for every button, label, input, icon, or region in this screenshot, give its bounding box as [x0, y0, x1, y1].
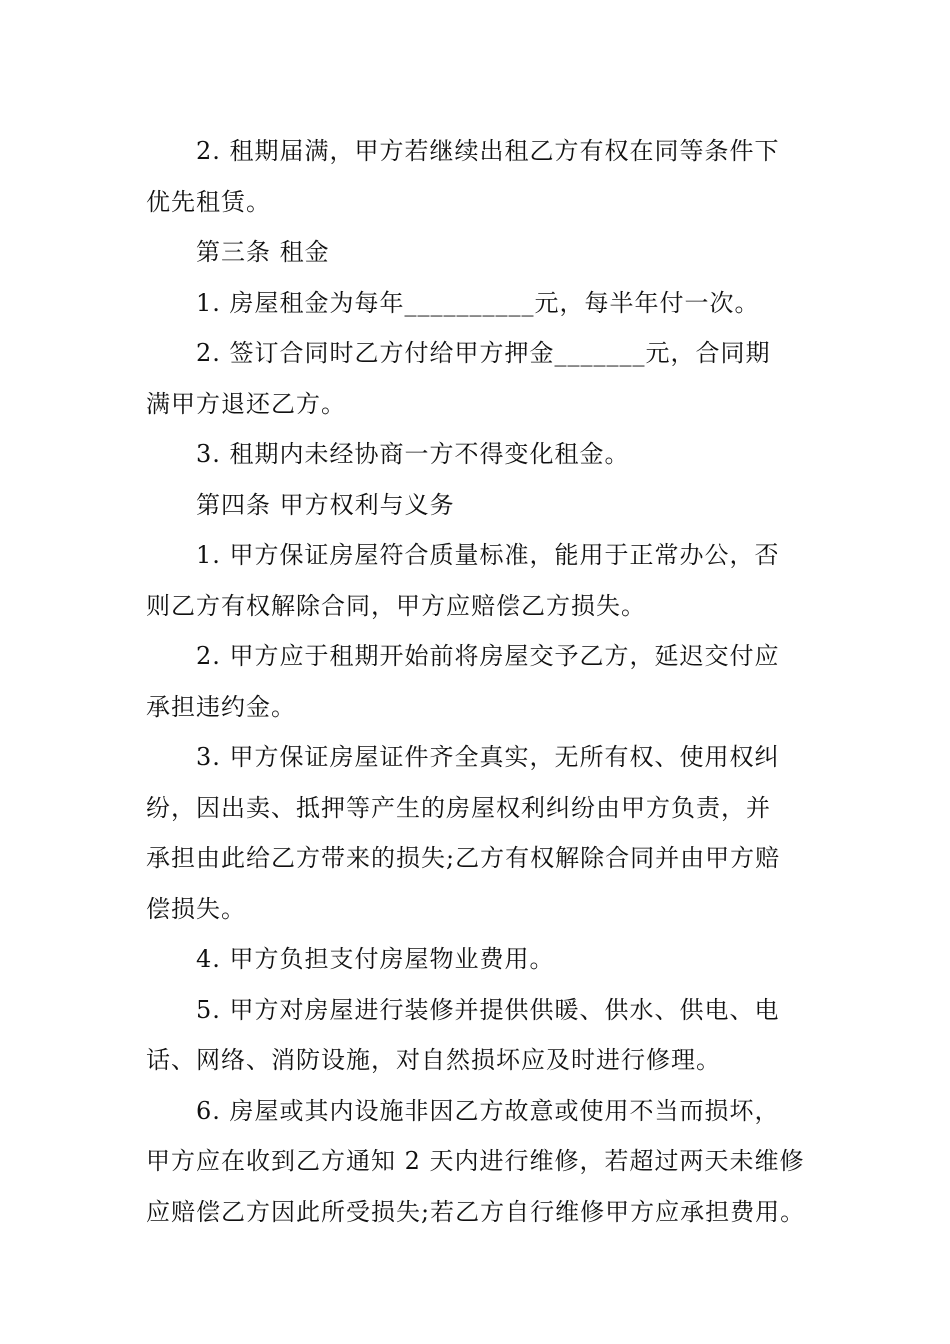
text-line: 承担由此给乙方带来的损失;乙方有权解除合同并由甲方赔	[146, 844, 781, 872]
text-line: 承担违约金。	[146, 692, 296, 721]
text-line: 甲方应在收到乙方通知 2 天内进行维修，若超过两天未维修	[146, 1147, 805, 1175]
text-line: 纷，因出卖、抵押等产生的房屋权利纠纷由甲方负责，并	[146, 793, 771, 822]
text-line: 则乙方有权解除合同，甲方应赔偿乙方损失。	[146, 591, 646, 620]
paragraph-quality-guarantee	[146, 530, 810, 631]
text-line: 3. 甲方保证房屋证件齐全真实，无所有权、使用权纠	[196, 743, 780, 771]
text-line: 6. 房屋或其内设施非因乙方故意或使用不当而损坏，	[196, 1096, 780, 1125]
section-heading-rent	[146, 227, 810, 278]
text-line: 2. 甲方应于租期开始前将房屋交予乙方，延迟交付应	[196, 642, 780, 670]
document-body	[146, 126, 810, 1237]
text-line: 2. 租期届满，甲方若继续出租乙方有权在同等条件下	[196, 137, 780, 165]
heading-text: 第四条 甲方权利与义务	[196, 490, 455, 519]
text-line: 偿损失。	[146, 894, 246, 923]
paragraph-delivery	[146, 631, 810, 732]
text-line: 2. 签订合同时乙方付给甲方押金_______元，合同期	[196, 339, 771, 367]
text-line: 应赔偿乙方因此所受损失;若乙方自行维修甲方应承担费用。	[146, 1197, 806, 1226]
paragraph-deposit	[146, 328, 810, 429]
paragraph-facilities	[146, 985, 810, 1086]
text-line: 5. 甲方对房屋进行装修并提供供暖、供水、供电、电	[196, 995, 780, 1024]
text-line: 3. 租期内未经协商一方不得变化租金。	[196, 440, 630, 468]
text-line: 满甲方退还乙方。	[146, 389, 346, 418]
paragraph-property-fees	[146, 934, 810, 985]
text-line: 话、网络、消防设施，对自然损坏应及时进行修理。	[146, 1046, 721, 1074]
text-line: 优先租赁。	[146, 187, 271, 216]
text-line: 4. 甲方负担支付房屋物业费用。	[196, 945, 555, 973]
paragraph-ownership-documents	[146, 732, 810, 934]
heading-text: 第三条 租金	[196, 238, 330, 266]
paragraph-repairs	[146, 1086, 810, 1238]
paragraph-rent-change	[146, 429, 810, 480]
paragraph-rent-amount	[146, 278, 810, 329]
text-line: 1. 甲方保证房屋符合质量标准，能用于正常办公，否	[196, 541, 780, 569]
section-heading-landlord-rights	[146, 480, 810, 531]
paragraph-renewal-priority	[146, 126, 810, 227]
text-line: 1. 房屋租金为每年__________元，每半年付一次。	[196, 288, 760, 317]
